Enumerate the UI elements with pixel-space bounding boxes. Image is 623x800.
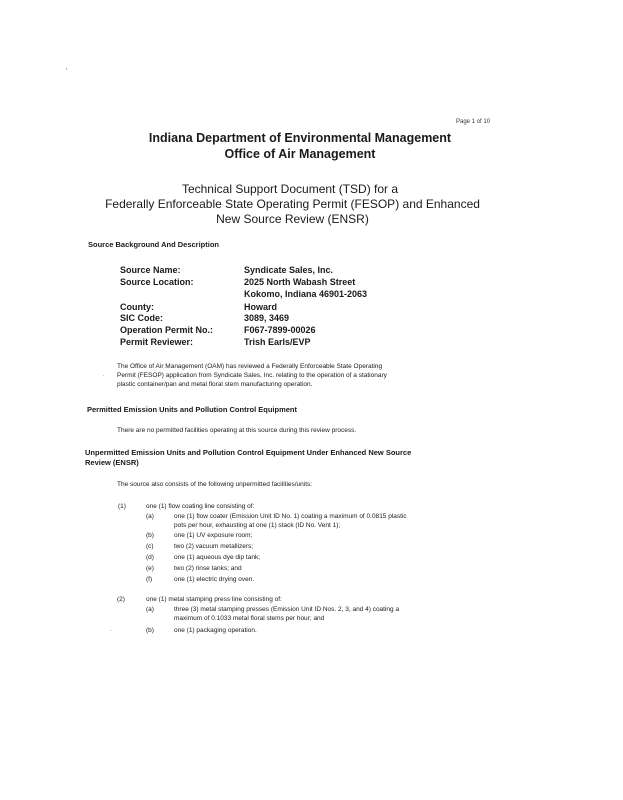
- permitted-text: There are no permitted facilities operating at this source during this review process.: [117, 427, 357, 434]
- sub-text: three (3) metal stamping presses (Emission Unit ID Nos. 2, 3, and 4) coating a: [174, 606, 400, 613]
- agency-title: Indiana Department of Environmental Management: [148, 131, 452, 145]
- item-text: one (1) metal stamping press line consisting of:: [146, 596, 282, 603]
- field-value: 2025 North Wabash Street: [244, 277, 356, 287]
- field-value: Trish Earls/EVP: [244, 337, 311, 347]
- item-text: one (1) flow coating line consisting of:: [146, 503, 255, 510]
- unpermitted-intro: The source also consists of the following unpermitted facilities/units:: [117, 481, 313, 488]
- unpermitted-heading-line-2: Review (ENSR): [85, 458, 139, 467]
- field-value: 3089, 3469: [244, 313, 290, 323]
- sub-letter: (b): [146, 627, 154, 634]
- field-label: Operation Permit No.:: [120, 325, 214, 335]
- field-value: Howard: [244, 302, 278, 312]
- paragraph-line: Permit (FESOP) application from Syndicate Sales, Inc. relating to the operation of a stationary: [117, 372, 387, 379]
- sub-text: one (1) UV exposure room;: [174, 532, 253, 539]
- sub-letter: (b): [146, 532, 154, 539]
- sub-text: one (1) electric drying oven.: [174, 576, 255, 583]
- sub-letter: (c): [146, 543, 154, 550]
- field-label: Permit Reviewer:: [120, 337, 194, 347]
- sub-letter: (a): [146, 606, 154, 613]
- sub-letter: (d): [146, 554, 154, 561]
- sub-letter: (a): [146, 513, 154, 520]
- sub-text: maximum of 0.1033 metal floral stems per hour; and: [174, 615, 325, 622]
- document-title-line-1: Technical Support Document (TSD) for a: [181, 182, 399, 196]
- item-number: (1): [118, 503, 126, 510]
- sub-text: one (1) aqueous dye dip tank;: [174, 554, 261, 561]
- scan-mark: ': [66, 68, 68, 75]
- sub-text: one (1) packaging operation.: [174, 627, 257, 634]
- sub-letter: (e): [146, 565, 154, 572]
- sub-text: one (1) flow coater (Emission Unit ID No. 1) coating a maximum of 0.0815 plastic: [174, 513, 407, 520]
- office-title: Office of Air Management: [224, 147, 376, 161]
- margin-mark: .: [110, 627, 112, 633]
- field-label: SIC Code:: [120, 313, 164, 323]
- item-number: (2): [117, 596, 125, 603]
- sub-text: two (2) vacuum metallizers;: [174, 543, 254, 550]
- field-value: Kokomo, Indiana 46901-2063: [244, 289, 368, 299]
- field-value: F067-7899-00026: [244, 325, 316, 335]
- field-label: Source Name:: [120, 265, 181, 275]
- field-value: Syndicate Sales, Inc.: [244, 265, 334, 275]
- document-title-line-3: New Source Review (ENSR): [216, 212, 369, 226]
- paragraph-line: plastic container/pan and metal floral stem manufacturing operation.: [117, 381, 313, 388]
- sub-letter: (f): [146, 576, 153, 583]
- margin-mark: .: [103, 372, 105, 378]
- page-number: Page 1 of 10: [456, 119, 491, 125]
- field-label: Source Location:: [120, 277, 194, 287]
- field-label: County:: [120, 302, 154, 312]
- document-title-line-2: Federally Enforceable State Operating Permit (FESOP) and Enhanced: [105, 197, 480, 211]
- paragraph-line: The Office of Air Management (OAM) has reviewed a Federally Enforceable State Operating: [117, 363, 383, 370]
- sub-text: pots per hour, exhausting at one (1) stack (ID No. Vent 1);: [174, 522, 341, 529]
- unpermitted-heading-line-1: Unpermitted Emission Units and Pollution Control Equipment Under Enhanced New Source: [85, 448, 412, 457]
- sub-text: two (2) rinse tanks; and: [174, 565, 242, 572]
- permitted-heading: Permitted Emission Units and Pollution Control Equipment: [87, 405, 298, 414]
- source-background-heading: Source Background And Description: [88, 240, 219, 249]
